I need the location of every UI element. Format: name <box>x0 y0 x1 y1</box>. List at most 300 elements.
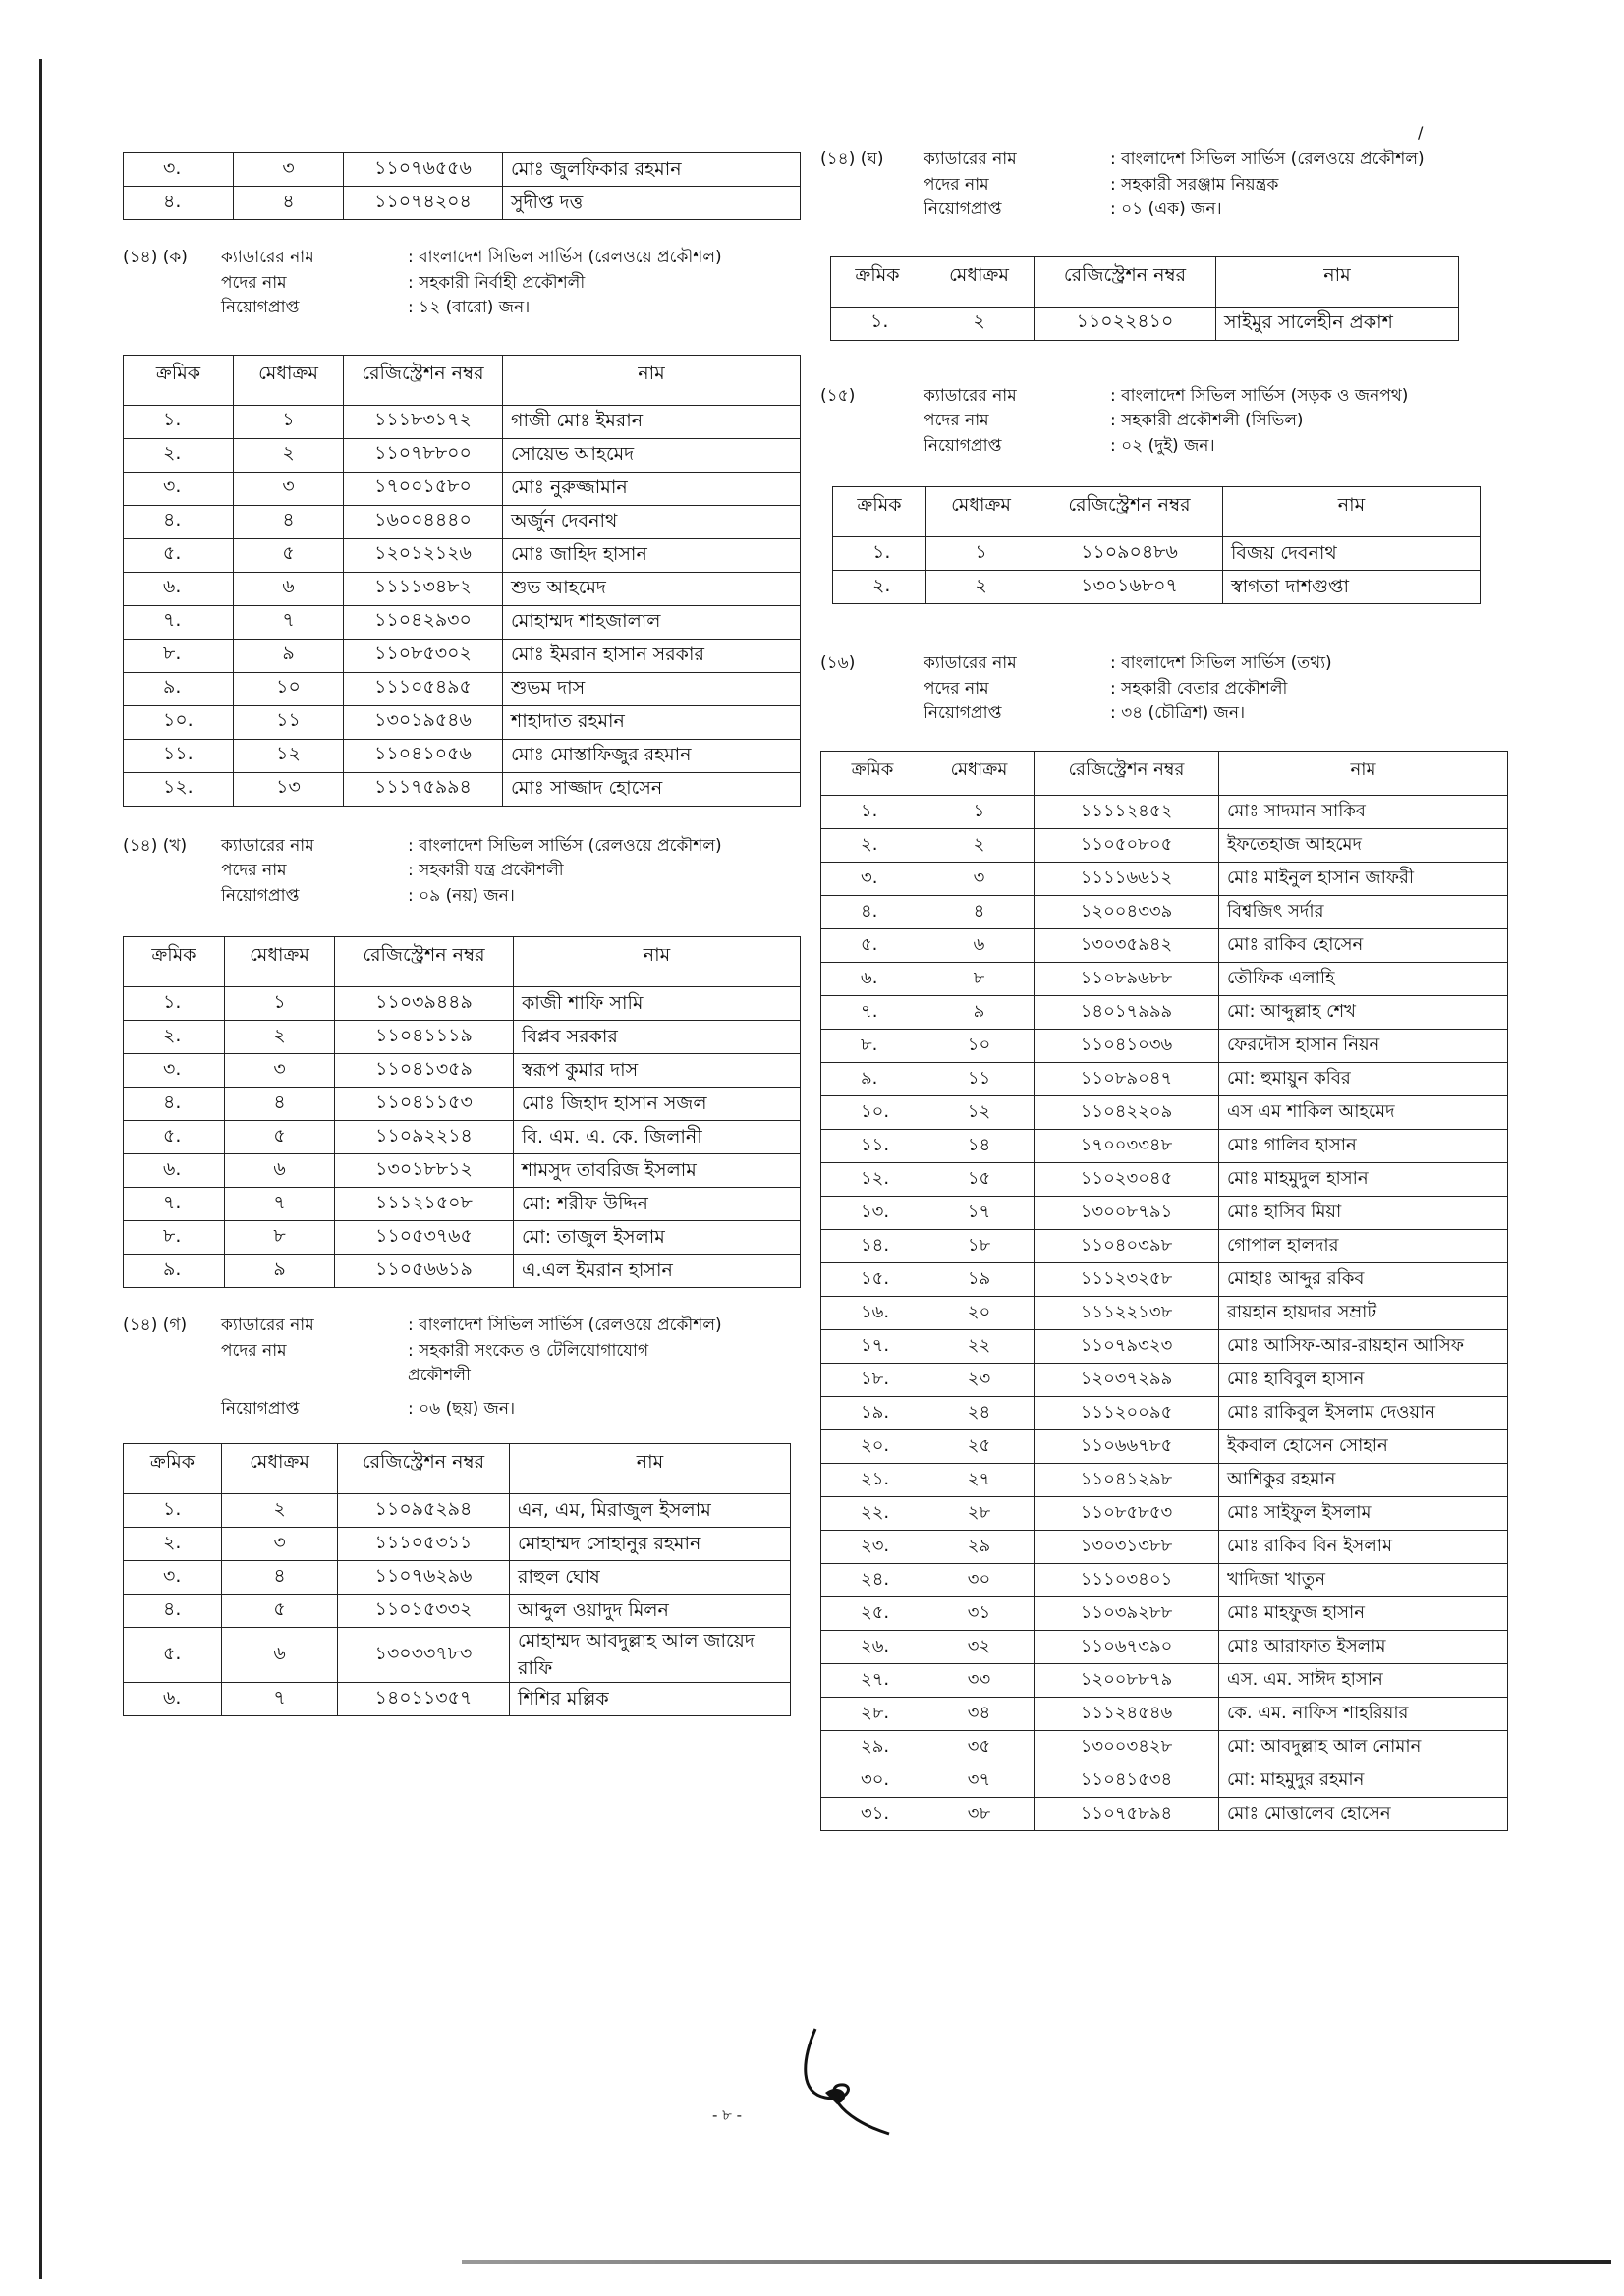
table-row <box>821 1329 1508 1363</box>
cell-registration: ১১০৫৬৬১৯ <box>335 1255 514 1288</box>
cell-registration: ১১১০৫৪৯৫ <box>344 672 503 705</box>
cell-registration: ১২০১২১২৬ <box>344 538 503 572</box>
cell-name: মোহাম্মদ আবদুল্লাহ আল জায়েদ রাফি <box>510 1628 791 1683</box>
table-row <box>821 1095 1508 1129</box>
cadre-label: ক্যাডারের নাম <box>221 248 314 267</box>
cell-name: গোপাল হালদার <box>1219 1229 1508 1262</box>
section-info-14gha <box>820 147 1518 223</box>
cell-merit: ২ <box>926 571 1036 604</box>
cell-name: শাহাদাত রহমান <box>503 705 801 739</box>
cadre-label: ক্যাডারের নাম <box>924 385 1017 406</box>
cell-serial: ৩. <box>821 862 924 895</box>
cell-merit: ৩৭ <box>924 1764 1035 1797</box>
table-row <box>821 1429 1508 1463</box>
table-body <box>124 405 801 806</box>
post-label: পদের নাম <box>221 272 287 293</box>
cell-serial: ২. <box>821 828 924 862</box>
section-info-16 <box>820 651 1518 727</box>
cell-merit: ১২ <box>234 739 344 772</box>
col-header-serial: ক্রমিক <box>124 355 234 405</box>
cadre-value: : বাংলাদেশ সিভিল সার্ভিস (সড়ক ও জনপথ) <box>1110 385 1409 406</box>
appointed-value: : ৩৪ (চৌত্রিশ) জন। <box>1110 703 1246 723</box>
cell-merit: ৪ <box>234 187 344 220</box>
cell-merit: ৩ <box>222 1528 338 1561</box>
table-header-row <box>831 256 1459 307</box>
col-header-merit: মেধাক্রম <box>225 937 335 987</box>
table-header-row <box>124 937 801 987</box>
table-14kha <box>123 936 801 1288</box>
page-number: - ৮ - <box>712 2106 743 2124</box>
cell-serial: ২২. <box>821 1496 924 1530</box>
table-row <box>821 1630 1508 1663</box>
col-header-registration: রেজিস্ট্রেশন নম্বর <box>1035 751 1219 795</box>
cell-serial: ২৮. <box>821 1697 924 1730</box>
table-row <box>821 1697 1508 1730</box>
cell-name: এ.এল ইমরান হাসান <box>514 1255 801 1288</box>
appointed-value: : ০১ (এক) জন। <box>1110 199 1222 219</box>
cell-merit: ২৭ <box>924 1463 1035 1496</box>
post-label: পদের নাম <box>221 861 287 880</box>
table-row <box>821 862 1508 895</box>
cell-registration: ১১১২৩২৫৮ <box>1035 1262 1219 1296</box>
table-body <box>124 987 801 1288</box>
cell-name: মোঃ নুরুজ্জামান <box>503 472 801 505</box>
cell-name: বিপ্লব সরকার <box>514 1021 801 1054</box>
cell-name: ফেরদৌস হাসান নিয়ন <box>1219 1029 1508 1062</box>
appointed-label: নিয়োগপ্রাপ্ত <box>924 199 1002 219</box>
appointed-value: : ১২ (বারো) জন। <box>408 298 531 317</box>
table-row <box>124 187 801 220</box>
cell-registration: ১১০৪২৯৩০ <box>344 605 503 639</box>
post-label: পদের নাম <box>924 678 989 699</box>
cell-merit: ১৩ <box>234 772 344 806</box>
cell-merit: ২৩ <box>924 1363 1035 1396</box>
section-number: (১৫) <box>820 385 856 406</box>
cell-serial: ৮. <box>821 1029 924 1062</box>
cell-merit: ১৪ <box>924 1129 1035 1162</box>
cell-serial: ৬. <box>124 1154 225 1188</box>
cell-registration: ১১০৬৬৭৮৫ <box>1035 1429 1219 1463</box>
cell-registration: ১১১০৩৪০১ <box>1035 1563 1219 1596</box>
cell-serial: ৯. <box>124 1255 225 1288</box>
cell-name: মোঃ মাহমুদুল হাসান <box>1219 1162 1508 1196</box>
cell-serial: ২. <box>124 1021 225 1054</box>
cell-registration: ১১১০৫৩১১ <box>338 1528 510 1561</box>
cell-serial: ১২. <box>821 1162 924 1196</box>
cell-merit: ৪ <box>222 1561 338 1595</box>
cell-registration: ১১০৮৫৮৫৩ <box>1035 1496 1219 1530</box>
cell-serial: ১০. <box>124 705 234 739</box>
cell-name: মো: তাজুল ইসলাম <box>514 1221 801 1255</box>
cell-registration: ১১০২৩০৪৫ <box>1035 1162 1219 1196</box>
cell-serial: ১. <box>124 405 234 438</box>
col-header-name: নাম <box>1216 256 1459 307</box>
cell-merit: ১১ <box>234 705 344 739</box>
cell-serial: ৩০. <box>821 1764 924 1797</box>
cell-merit: ২৫ <box>924 1429 1035 1463</box>
cell-registration: ১১০৯৫২৯৪ <box>338 1494 510 1528</box>
table-row <box>821 1129 1508 1162</box>
section-info-14ka <box>123 246 801 321</box>
table-row <box>124 1494 791 1528</box>
section-info-14ga <box>123 1314 801 1422</box>
table-row <box>124 538 801 572</box>
cell-name: মো: আবদুল্লাহ আল নোমান <box>1219 1730 1508 1764</box>
cell-merit: ৩৪ <box>924 1697 1035 1730</box>
cell-registration: ১৩০৩৫৯৪২ <box>1035 928 1219 962</box>
table-row <box>821 1463 1508 1496</box>
cell-serial: ৮. <box>124 639 234 672</box>
table-row <box>821 1596 1508 1630</box>
cell-name: শামসুদ তাবরিজ ইসলাম <box>514 1154 801 1188</box>
cell-name: বি. এম. এ. কে. জিলানী <box>514 1121 801 1154</box>
cell-registration: ১৪০১১৩৫৭ <box>338 1683 510 1716</box>
cadre-label: ক্যাডারের নাম <box>221 1316 314 1335</box>
col-header-registration: রেজিস্ট্রেশন নম্বর <box>338 1444 510 1494</box>
cell-registration: ১১০৪১১৫৩ <box>335 1088 514 1121</box>
cell-merit: ৭ <box>222 1683 338 1716</box>
cell-serial: ৩১. <box>821 1797 924 1830</box>
cell-registration: ১১০৮৯৬৮৮ <box>1035 962 1219 995</box>
cell-name: স্বরূপ কুমার দাস <box>514 1054 801 1088</box>
table-row <box>124 505 801 538</box>
table-14ka <box>123 355 801 807</box>
cell-name: শুভম দাস <box>503 672 801 705</box>
cell-registration: ১৪০১৭৯৯৯ <box>1035 995 1219 1029</box>
cell-registration: ১১০৪২২০৯ <box>1035 1095 1219 1129</box>
table-body <box>821 795 1508 1830</box>
table-row <box>821 828 1508 862</box>
cell-merit: ৫ <box>225 1121 335 1154</box>
cell-serial: ২১. <box>821 1463 924 1496</box>
table-15 <box>832 486 1481 604</box>
cell-merit: ৬ <box>222 1628 338 1683</box>
cell-merit: ৩৩ <box>924 1663 1035 1697</box>
cell-serial: ১. <box>833 537 926 571</box>
cell-registration: ১১০৪১৩৫৯ <box>335 1054 514 1088</box>
cell-serial: ৬. <box>124 1683 222 1716</box>
col-header-registration: রেজিস্ট্রেশন নম্বর <box>344 355 503 405</box>
table-row <box>124 639 801 672</box>
cell-name: মোঃ রাকিব হোসেন <box>1219 928 1508 962</box>
cell-name: মোঃ ইমরান হাসান সরকার <box>503 639 801 672</box>
cell-merit: ১৮ <box>924 1229 1035 1262</box>
col-header-registration: রেজিস্ট্রেশন নম্বর <box>335 937 514 987</box>
table-row <box>124 153 801 187</box>
cell-name: মোঃ মোস্তাফিজুর রহমান <box>503 739 801 772</box>
cell-merit: ১০ <box>924 1029 1035 1062</box>
cell-registration: ১১১২০০৯৫ <box>1035 1396 1219 1429</box>
cell-serial: ৩. <box>124 1054 225 1088</box>
cell-registration: ১১১২১৫০৮ <box>335 1188 514 1221</box>
cell-merit: ১৭ <box>924 1196 1035 1229</box>
cell-name: গাজী মোঃ ইমরান <box>503 405 801 438</box>
col-header-merit: মেধাক্রম <box>924 256 1035 307</box>
col-header-serial: ক্রমিক <box>124 1444 222 1494</box>
cell-registration: ১১০৭৬২৯৬ <box>338 1561 510 1595</box>
cell-registration: ১১১৭৫৯৯৪ <box>344 772 503 806</box>
table-header-row <box>821 751 1508 795</box>
cell-serial: ১৮. <box>821 1363 924 1396</box>
table-row <box>124 472 801 505</box>
cell-serial: ৫. <box>124 538 234 572</box>
cell-merit: ২৮ <box>924 1496 1035 1530</box>
cell-serial: ৯. <box>821 1062 924 1095</box>
cell-registration: ১১০৩৯২৮৮ <box>1035 1596 1219 1630</box>
cell-registration: ১১০৭৮৮০০ <box>344 438 503 472</box>
table-row <box>124 1054 801 1088</box>
table-row <box>821 1162 1508 1196</box>
table-row <box>124 1188 801 1221</box>
cell-serial: ১১. <box>124 739 234 772</box>
table-row <box>821 1196 1508 1229</box>
cell-registration: ১৩০০৩৪২৮ <box>1035 1730 1219 1764</box>
table-row <box>821 1797 1508 1830</box>
table-header-row <box>124 1444 791 1494</box>
cell-serial: ১০. <box>821 1095 924 1129</box>
cell-serial: ২৫. <box>821 1596 924 1630</box>
cell-name: কাজী শাফি সামি <box>514 987 801 1021</box>
cell-merit: ২ <box>924 307 1035 340</box>
table-row <box>124 1683 791 1716</box>
cell-name: কে. এম. নাফিস শাহরিয়ার <box>1219 1697 1508 1730</box>
cell-name: মোঃ হাসিব মিয়া <box>1219 1196 1508 1229</box>
col-header-merit: মেধাক্রম <box>222 1444 338 1494</box>
cell-registration: ১১১১৩৪৮২ <box>344 572 503 605</box>
cadre-value: : বাংলাদেশ সিভিল সার্ভিস (রেলওয়ে প্রকৌশল) <box>408 248 722 267</box>
cell-serial: ৭. <box>821 995 924 1029</box>
table-row <box>124 772 801 806</box>
table-continued <box>123 152 801 220</box>
cell-name: মোঃ আসিফ-আর-রায়হান আসিফ <box>1219 1329 1508 1363</box>
appointed-label: নিয়োগপ্রাপ্ত <box>221 298 300 317</box>
cell-merit: ৭ <box>234 605 344 639</box>
cell-name: মোঃ মোত্তালেব হোসেন <box>1219 1797 1508 1830</box>
cell-registration: ১২০৩৭২৯৯ <box>1035 1363 1219 1396</box>
cell-name: স্বাগতা দাশগুপ্তা <box>1223 571 1481 604</box>
cell-registration: ১১০৩৯৪৪৯ <box>335 987 514 1021</box>
col-header-merit: মেধাক্রম <box>926 487 1036 537</box>
cell-merit: ১৫ <box>924 1162 1035 1196</box>
table-row <box>821 962 1508 995</box>
table-row <box>821 1229 1508 1262</box>
section-info-14kha <box>123 834 801 910</box>
cell-merit: ৩২ <box>924 1630 1035 1663</box>
post-value: : সহকারী বেতার প্রকৌশলী <box>1110 678 1288 699</box>
cell-name: মোঃ জুলফিকার রহমান <box>503 153 801 187</box>
cell-registration: ১৭০০১৫৮০ <box>344 472 503 505</box>
col-header-serial: ক্রমিক <box>831 256 924 307</box>
post-value: : সহকারী সংকেত ও টেলিযোগাযোগ প্রকৌশলী <box>408 1340 649 1385</box>
table-body <box>833 537 1481 604</box>
cell-serial: ৪. <box>124 505 234 538</box>
cell-registration: ১১০৭৪২০৪ <box>344 187 503 220</box>
cell-registration: ১১১১২৪৫২ <box>1035 795 1219 828</box>
cell-name: সাইমুর সালেহীন প্রকাশ <box>1216 307 1459 340</box>
cadre-label: ক্যাডারের নাম <box>924 653 1017 673</box>
cell-name: খাদিজা খাতুন <box>1219 1563 1508 1596</box>
col-header-serial: ক্রমিক <box>821 751 924 795</box>
table-16 <box>820 751 1508 1831</box>
cell-merit: ৫ <box>234 538 344 572</box>
table-row <box>833 571 1481 604</box>
cell-registration: ১১০৪১১১৯ <box>335 1021 514 1054</box>
cell-registration: ১১০৮৫৩০২ <box>344 639 503 672</box>
cell-merit: ২০ <box>924 1296 1035 1329</box>
cell-name: মো: আব্দুল্লাহ শেখ <box>1219 995 1508 1029</box>
cell-name: মোঃ সাইফুল ইসলাম <box>1219 1496 1508 1530</box>
cell-serial: ৪. <box>821 895 924 928</box>
appointed-value: : ০২ (দুই) জন। <box>1110 435 1215 456</box>
cell-registration: ১৬০০৪৪৪০ <box>344 505 503 538</box>
table-row <box>821 1563 1508 1596</box>
post-label: পদের নাম <box>924 411 989 430</box>
col-header-registration: রেজিস্ট্রেশন নম্বর <box>1035 256 1216 307</box>
cell-merit: ৪ <box>225 1088 335 1121</box>
post-value: : সহকারী যন্ত্র প্রকৌশলী <box>408 861 564 880</box>
cell-serial: ১১. <box>821 1129 924 1162</box>
section-number: (১৪) (গ) <box>123 1316 188 1335</box>
cell-name: মোঃ রাকিবুল ইসলাম দেওয়ান <box>1219 1396 1508 1429</box>
col-header-serial: ক্রমিক <box>124 937 225 987</box>
cell-serial: ১. <box>831 307 924 340</box>
cell-name: মো: শরীফ উদ্দিন <box>514 1188 801 1221</box>
cell-serial: ৭. <box>124 1188 225 1221</box>
cell-merit: ১ <box>926 537 1036 571</box>
cell-registration: ১১০২২৪১০ <box>1035 307 1216 340</box>
cell-registration: ১১০৪১০৫৬ <box>344 739 503 772</box>
cadre-value: : বাংলাদেশ সিভিল সার্ভিস (রেলওয়ে প্রকৌশল) <box>1110 149 1425 169</box>
cell-serial: ১২. <box>124 772 234 806</box>
table-header-row <box>833 487 1481 537</box>
cell-serial: ১৫. <box>821 1262 924 1296</box>
cell-serial: ১৬. <box>821 1296 924 1329</box>
cell-registration: ১১০৮৯০৪৭ <box>1035 1062 1219 1095</box>
table-row <box>821 1730 1508 1764</box>
table-row <box>124 1628 791 1683</box>
col-header-name: নাম <box>510 1444 791 1494</box>
cell-registration: ১২০০৪৩৩৯ <box>1035 895 1219 928</box>
cell-name: আব্দুল ওয়াদুদ মিলন <box>510 1595 791 1628</box>
cell-registration: ১৩০৩৩৭৮৩ <box>338 1628 510 1683</box>
post-label: পদের নাম <box>221 1340 287 1361</box>
cell-merit: ৩১ <box>924 1596 1035 1630</box>
table-row <box>124 1255 801 1288</box>
col-header-serial: ক্রমিক <box>833 487 926 537</box>
cell-registration: ১১০৯০৪৮৬ <box>1036 537 1223 571</box>
scan-edge-left <box>39 59 42 2279</box>
cell-registration: ১১০১৫৩৩২ <box>338 1595 510 1628</box>
cell-merit: ৩ <box>234 153 344 187</box>
cell-name: বিশ্বজিৎ সর্দার <box>1219 895 1508 928</box>
cell-merit: ১ <box>924 795 1035 828</box>
section-number: (১৬) <box>820 653 856 673</box>
cell-name: মোহাম্মদ শাহজালাল <box>503 605 801 639</box>
cell-name: মোঃ মাইনুল হাসান জাফরী <box>1219 862 1508 895</box>
cell-registration: ১১১১৬৬১২ <box>1035 862 1219 895</box>
table-row <box>821 1764 1508 1797</box>
cadre-label: ক্যাডারের নাম <box>924 149 1017 169</box>
cell-serial: ১৪. <box>821 1229 924 1262</box>
cell-name: এস এম শাকিল আহমেদ <box>1219 1095 1508 1129</box>
cell-serial: ২০. <box>821 1429 924 1463</box>
table-row <box>124 672 801 705</box>
cell-name: তৌফিক এলাহি <box>1219 962 1508 995</box>
cell-serial: ২৯. <box>821 1730 924 1764</box>
cell-registration: ১১০৭৫৮৯৪ <box>1035 1797 1219 1830</box>
right-column <box>820 147 1518 1831</box>
cell-registration: ১১০৭৬৫৫৬ <box>344 153 503 187</box>
table-row <box>821 1062 1508 1095</box>
col-header-name: নাম <box>514 937 801 987</box>
cell-name: অর্জুন দেবনাথ <box>503 505 801 538</box>
table-row <box>124 572 801 605</box>
cell-serial: ৩. <box>124 153 234 187</box>
col-header-registration: রেজিস্ট্রেশন নম্বর <box>1036 487 1223 537</box>
table-row <box>821 1396 1508 1429</box>
cell-serial: ৪. <box>124 187 234 220</box>
post-value: : সহকারী সরঞ্জাম নিয়ন্ত্রক <box>1110 174 1279 195</box>
table-row <box>124 1021 801 1054</box>
cell-serial: ১৭. <box>821 1329 924 1363</box>
cell-serial: ২৭. <box>821 1663 924 1697</box>
cell-serial: ৩. <box>124 472 234 505</box>
left-column <box>123 152 801 1716</box>
cell-serial: ২৩. <box>821 1530 924 1563</box>
table-row <box>831 307 1459 340</box>
cell-merit: ৮ <box>924 962 1035 995</box>
cell-merit: ৬ <box>225 1154 335 1188</box>
cell-merit: ১০ <box>234 672 344 705</box>
cell-name: শুভ আহমেদ <box>503 572 801 605</box>
cell-merit: ২২ <box>924 1329 1035 1363</box>
col-header-name: নাম <box>503 355 801 405</box>
table-row <box>124 438 801 472</box>
cell-name: মোঃ সাজ্জাদ হোসেন <box>503 772 801 806</box>
cell-name: মোঃ জাহিদ হাসান <box>503 538 801 572</box>
cell-name: সোয়েভ আহমেদ <box>503 438 801 472</box>
cell-name: শিশির মল্লিক <box>510 1683 791 1716</box>
cell-merit: ২ <box>234 438 344 472</box>
cell-merit: ৩ <box>924 862 1035 895</box>
appointed-label: নিয়োগপ্রাপ্ত <box>924 435 1002 456</box>
appointed-label: নিয়োগপ্রাপ্ত <box>221 885 300 906</box>
cell-merit: ১ <box>234 405 344 438</box>
appointed-value: : ০৬ (ছয়) জন। <box>408 1398 516 1419</box>
cell-serial: ৪. <box>124 1088 225 1121</box>
cell-name: আশিকুর রহমান <box>1219 1463 1508 1496</box>
cell-registration: ১৩০১৯৫৪৬ <box>344 705 503 739</box>
cell-name: সুদীপ্ত দত্ত <box>503 187 801 220</box>
cell-serial: ২. <box>833 571 926 604</box>
cell-name: ইফতেহাজ আহমেদ <box>1219 828 1508 862</box>
col-header-merit: মেধাক্রম <box>924 751 1035 795</box>
cell-merit: ২ <box>222 1494 338 1528</box>
table-row <box>821 1663 1508 1697</box>
cell-name: মোঃ রাকিব বিন ইসলাম <box>1219 1530 1508 1563</box>
cell-name: মোঃ আরাফাত ইসলাম <box>1219 1630 1508 1663</box>
table-row <box>124 605 801 639</box>
table-body <box>124 1494 791 1716</box>
cell-serial: ৪. <box>124 1595 222 1628</box>
cell-merit: ৭ <box>225 1188 335 1221</box>
cell-registration: ১১১৮৩১৭২ <box>344 405 503 438</box>
cell-registration: ১১০৯২২১৪ <box>335 1121 514 1154</box>
cell-merit: ৬ <box>924 928 1035 962</box>
table-row <box>124 1595 791 1628</box>
cell-registration: ১৩০০৮৭৯১ <box>1035 1196 1219 1229</box>
cell-serial: ২. <box>124 438 234 472</box>
